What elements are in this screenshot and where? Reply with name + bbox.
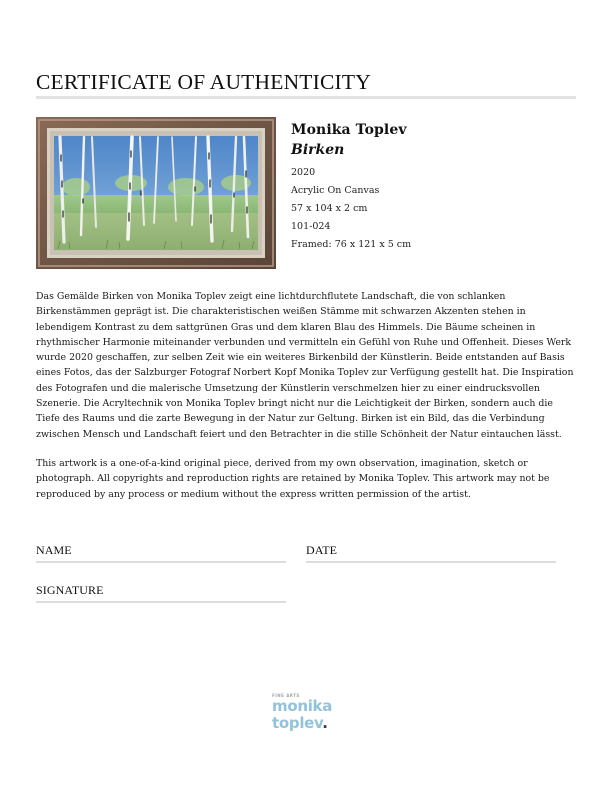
artwork-title: Birken	[291, 142, 345, 158]
artwork-description: Das Gemälde Birken von Monika Toplev zeigt eine lichtdurchflutete Landschaft, die von schlanken Birkenstämmen geprägt ist. Die charakteristischen weißen Stämme mit schwarzen Akzenten stehen in lebendigem Kontrast zu dem sattgrünen Gras und dem klaren Blau des Himmels. Die Bäume scheinen in rhythmischer Harmonie miteinander verbunden und vermitteln ein Gefühl von Ruhe und Offenheit. Dieses Werk wurde 2020 geschaffen, zur selben Zeit wie ein weiteres Birkenbild der Künstlerin. Beide entstanden auf Basis eines Fotos, das der Salzburger Fotograf Norbert Kopf Monika Toplev zur Verfügung gestellt hat. Die Inspiration des Fotografen und die malerische Umsetzung der Künstlerin verschmelzen hier zu einer eindrucksvollen Szenerie. Die Acryltechnik von Monika Toplev bringt nicht nur die Leichtigkeit der Birken, sondern auch die Tiefe des Raums und die zarte Bewegung in der Natur zur Geltung. Birken ist ein Bild, das die Verbindung zwischen Mensch und Landschaft feiert und den Betrachter in die stille Schönheit der Natur eintauchen lässt.	[36, 291, 574, 440]
logo-line-1: monika	[272, 697, 333, 715]
name-line	[36, 561, 286, 563]
logo-tagline: FINE ARTS	[272, 693, 300, 698]
signature-line	[36, 601, 286, 603]
date-line	[306, 561, 556, 563]
rights-statement: This artwork is a one-of-a-kind original piece, derived from my own observation, imagination, sketch or photograph. All copyrights and reproduction rights are retained by Monika Toplev. This artwork may not be reproduced by any process or medium without the express written permission of the artist.	[36, 458, 550, 500]
title-divider	[36, 96, 576, 99]
artist-name: Monika Toplev	[291, 122, 407, 138]
artwork-dimensions: 57 x 104 x 2 cm	[291, 203, 368, 214]
date-label: DATE	[306, 543, 338, 557]
artwork-info	[291, 121, 576, 254]
artwork-framed-size: Framed: 76 x 121 x 5 cm	[291, 239, 412, 250]
artist-logo	[272, 693, 332, 738]
logo-dot: .	[322, 714, 328, 732]
artwork-medium: Acrylic On Canvas	[291, 185, 380, 196]
artwork-inventory-number: 101-024	[291, 221, 331, 232]
certificate-title: CERTIFICATE OF AUTHENTICITY	[36, 70, 371, 94]
artwork-year: 2020	[291, 167, 316, 178]
artwork-image	[36, 117, 276, 269]
signature-label: SIGNATURE	[36, 583, 104, 597]
name-label: NAME	[36, 543, 72, 557]
logo-line-2: toplev	[272, 714, 323, 732]
